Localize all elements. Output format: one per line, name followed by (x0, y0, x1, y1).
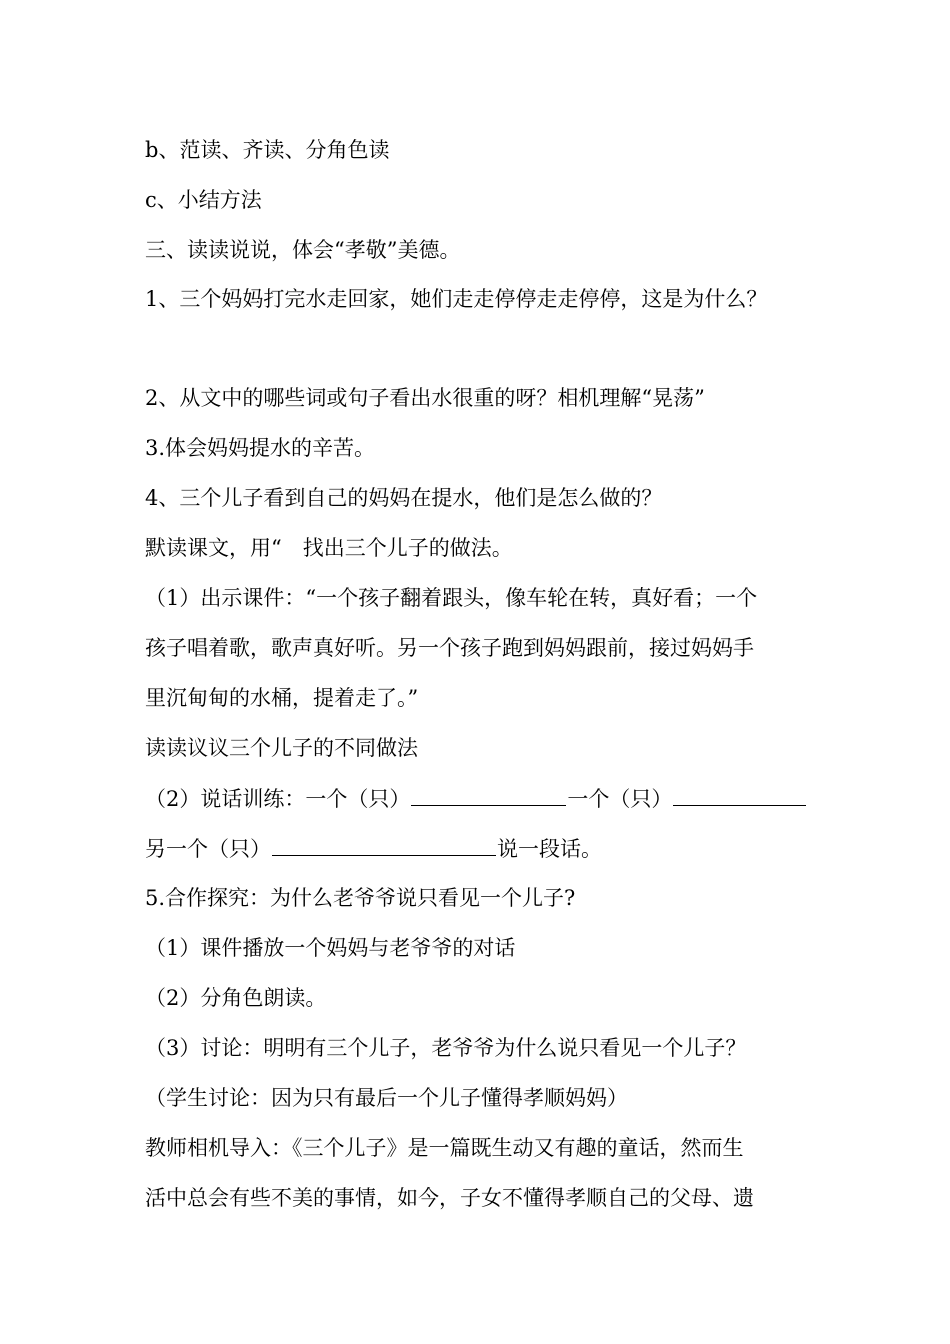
section-heading: 三、读读说说，体会“孝敬”美德。 (145, 238, 461, 262)
text-segment: 说一段话。 (497, 837, 602, 861)
text-line: 活中总会有些不美的事情，如今，子女不懂得孝顺自己的父母、遗 (145, 1186, 754, 1210)
text-line: 教师相机导入：《三个儿子》是一篇既生动又有趣的童话，然而生 (145, 1136, 744, 1160)
text-line: c、小结方法 (145, 188, 262, 212)
fill-in-blank (411, 783, 566, 806)
text-line: （学生讨论：因为只有最后一个儿子懂得孝顺妈妈） (145, 1086, 628, 1110)
fill-in-blank (673, 783, 806, 806)
text-segment: 一个（只） (567, 787, 673, 811)
text-line: 2、从文中的哪些词或句子看出水很重的呀？相机理解“晃荡” (145, 386, 705, 410)
speech-training-line (145, 833, 602, 864)
text-line: 3.体会妈妈提水的辛苦。 (145, 436, 376, 460)
text-line: 里沉甸甸的水桶，提着走了。” (145, 686, 419, 710)
text-line: 读读议议三个儿子的不同做法 (145, 736, 418, 760)
speech-training-line (145, 783, 807, 814)
text-line: 1、三个妈妈打完水走回家，她们走走停停走走停停，这是为什么？ (145, 287, 768, 311)
text-segment: 另一个（只） (145, 837, 271, 861)
text-line: （3）讨论：明明有三个儿子，老爷爷为什么说只看见一个儿子？ (145, 1036, 747, 1060)
text-line: 4、三个儿子看到自己的妈妈在提水，他们是怎么做的？ (145, 486, 663, 510)
text-line: 5.合作探究：为什么老爷爷说只看见一个儿子? (145, 886, 576, 910)
text-segment: （2）说话训练：一个（只） (145, 787, 411, 811)
text-line: （1）出示课件：“一个孩子翻着跟头，像车轮在转，真好看；一个 (145, 586, 758, 610)
fill-in-blank (272, 833, 496, 856)
text-line: （2）分角色朗读。 (145, 986, 327, 1010)
text-line: 孩子唱着歌，歌声真好听。另一个孩子跑到妈妈跟前，接过妈妈手 (145, 636, 754, 660)
text-line: 默读课文，用“ 找出三个儿子的做法。 (145, 536, 513, 560)
text-line: （1）课件播放一个妈妈与老爷爷的对话 (145, 936, 516, 960)
text-line: b、范读、齐读、分角色读 (145, 138, 390, 162)
